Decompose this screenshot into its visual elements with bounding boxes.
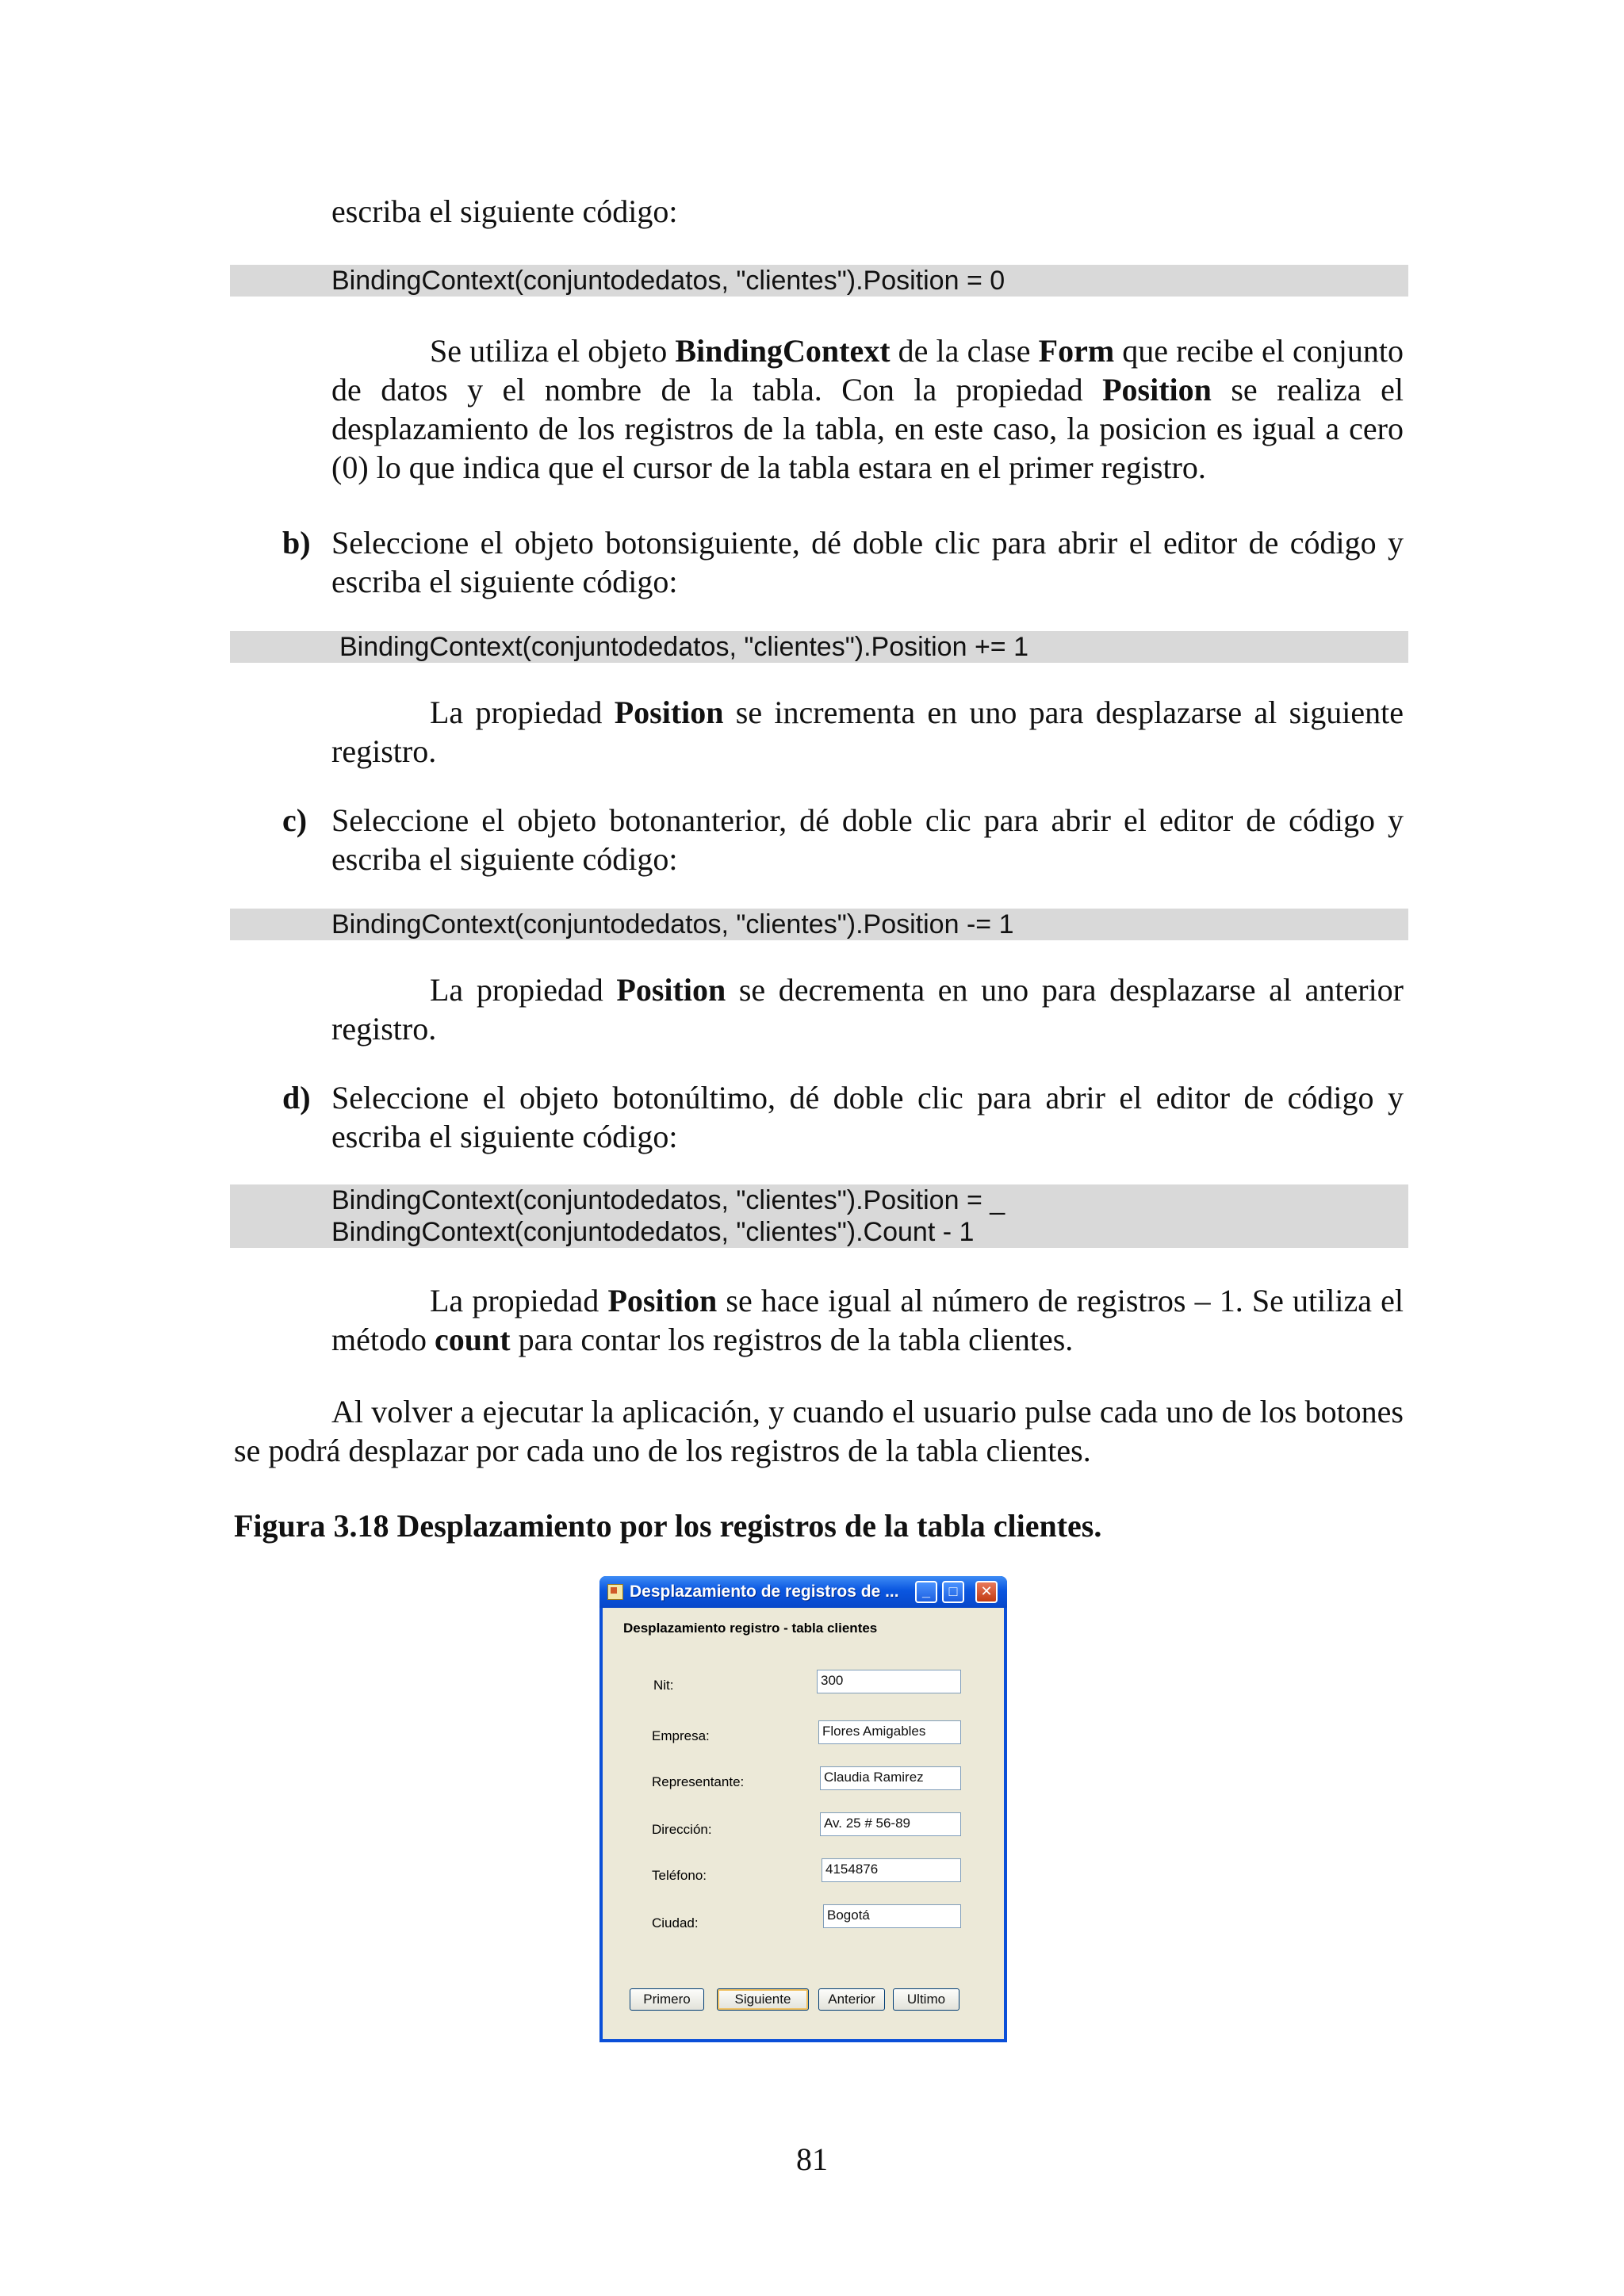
paragraph-count bbox=[331, 1281, 1404, 1359]
paragraph-conclusion: Al volver a ejecutar la aplicación, y cuando el usuario pulse cada uno de los botones se podrá desplazar por cada uno de los registros de la tabla clientes. bbox=[234, 1394, 1404, 1468]
window-title: Desplazamiento de registros de ... bbox=[630, 1582, 899, 1601]
representante-label: Representante: bbox=[652, 1774, 745, 1789]
nit-label: Nit: bbox=[653, 1678, 674, 1693]
text-run: Se utiliza el objeto bbox=[430, 333, 676, 369]
paragraph-bindingcontext bbox=[331, 331, 1404, 487]
item-letter-b: b) bbox=[282, 525, 311, 561]
primero-button[interactable]: Primero bbox=[630, 1988, 704, 2011]
direccion-input[interactable]: Av. 25 # 56-89 bbox=[820, 1812, 961, 1836]
nit-input[interactable]: 300 bbox=[817, 1670, 961, 1693]
code-block-1 bbox=[230, 265, 1408, 297]
telefono-label: Teléfono: bbox=[652, 1868, 707, 1883]
paragraph-decrement bbox=[331, 970, 1404, 1048]
app-icon bbox=[607, 1584, 623, 1600]
bold-term: Position bbox=[607, 1283, 718, 1318]
text-run: se realiza el desplazamiento de los registros de la tabla, en este caso, la posicion es igual a cero (0) lo que indica que el cursor de la tabla estara en el primer registro. bbox=[331, 372, 1404, 485]
anterior-button[interactable]: Anterior bbox=[818, 1988, 885, 2011]
form-heading: Desplazamiento registro - tabla clientes bbox=[623, 1621, 878, 1636]
intro-line: escriba el siguiente código: bbox=[331, 193, 678, 229]
text-run: La propiedad bbox=[430, 1283, 608, 1318]
paragraph-increment bbox=[331, 693, 1404, 771]
bold-term: BindingContext bbox=[675, 333, 891, 369]
ciudad-input[interactable]: Bogotá bbox=[823, 1904, 961, 1928]
bold-term: Position bbox=[1102, 372, 1212, 408]
text-run: La propiedad bbox=[430, 972, 617, 1008]
close-button[interactable]: ✕ bbox=[975, 1581, 998, 1603]
ultimo-button[interactable]: Ultimo bbox=[893, 1988, 959, 2011]
window-titlebar[interactable] bbox=[599, 1576, 1007, 1608]
app-window bbox=[599, 1576, 1007, 2042]
item-d-text: Seleccione el objeto botonúltimo, dé doble clic para abrir el editor de código y escriba el siguiente código: bbox=[331, 1080, 1404, 1154]
telefono-input[interactable]: 4154876 bbox=[822, 1858, 961, 1882]
bold-term: count bbox=[434, 1322, 511, 1357]
figure-caption: Figura 3.18 Desplazamiento por los registros de la tabla clientes. bbox=[234, 1508, 1102, 1544]
code-line: BindingContext(conjuntodedatos, "clientes").Position = 0 bbox=[331, 266, 1005, 296]
minimize-button[interactable]: _ bbox=[915, 1581, 937, 1603]
item-letter-d: d) bbox=[282, 1080, 311, 1115]
code-block-4 bbox=[230, 1184, 1408, 1248]
code-line: BindingContext(conjuntodedatos, "clientes").Position -= 1 bbox=[331, 909, 1014, 939]
empresa-label: Empresa: bbox=[652, 1728, 710, 1743]
text-run: se decrementa en uno para desplazarse al anterior registro. bbox=[331, 972, 1404, 1047]
bold-term: Form bbox=[1038, 333, 1115, 369]
ciudad-label: Ciudad: bbox=[652, 1915, 699, 1931]
empresa-input[interactable]: Flores Amigables bbox=[818, 1720, 961, 1744]
text-run: que recibe el conjunto de datos y el nombre de la tabla. Con la propiedad bbox=[331, 333, 1404, 408]
text-run: La propiedad bbox=[430, 695, 615, 730]
code-block-3 bbox=[230, 909, 1408, 940]
bold-term: Position bbox=[614, 695, 724, 730]
text-run: se incrementa en uno para desplazarse al siguiente registro. bbox=[331, 695, 1404, 769]
code-line: BindingContext(conjuntodedatos, "clientes").Position += 1 bbox=[339, 632, 1029, 662]
item-b-text: Seleccione el objeto botonsiguiente, dé doble clic para abrir el editor de código y escriba el siguiente código: bbox=[331, 525, 1404, 599]
maximize-button[interactable]: □ bbox=[942, 1581, 964, 1603]
text-run: de la clase bbox=[890, 333, 1039, 369]
text-run: se hace igual al número de registros – 1. Se utiliza el método bbox=[331, 1283, 1404, 1357]
item-letter-c: c) bbox=[282, 802, 308, 838]
text-run: para contar los registros de la tabla clientes. bbox=[510, 1322, 1074, 1357]
item-c-text: Seleccione el objeto botonanterior, dé doble clic para abrir el editor de código y escriba el siguiente código: bbox=[331, 802, 1404, 877]
siguiente-button[interactable]: Siguiente bbox=[717, 1988, 809, 2011]
code-line: BindingContext(conjuntodedatos, "clientes").Position = _ bbox=[331, 1185, 1005, 1215]
code-block-2 bbox=[230, 631, 1408, 663]
page-number: 81 bbox=[796, 2141, 828, 2177]
representante-input[interactable]: Claudia Ramirez bbox=[820, 1766, 961, 1790]
bold-term: Position bbox=[616, 972, 726, 1008]
code-line: BindingContext(conjuntodedatos, "clientes").Count - 1 bbox=[331, 1217, 975, 1247]
window-client-area bbox=[603, 1608, 1004, 2039]
direccion-label: Dirección: bbox=[652, 1822, 712, 1837]
